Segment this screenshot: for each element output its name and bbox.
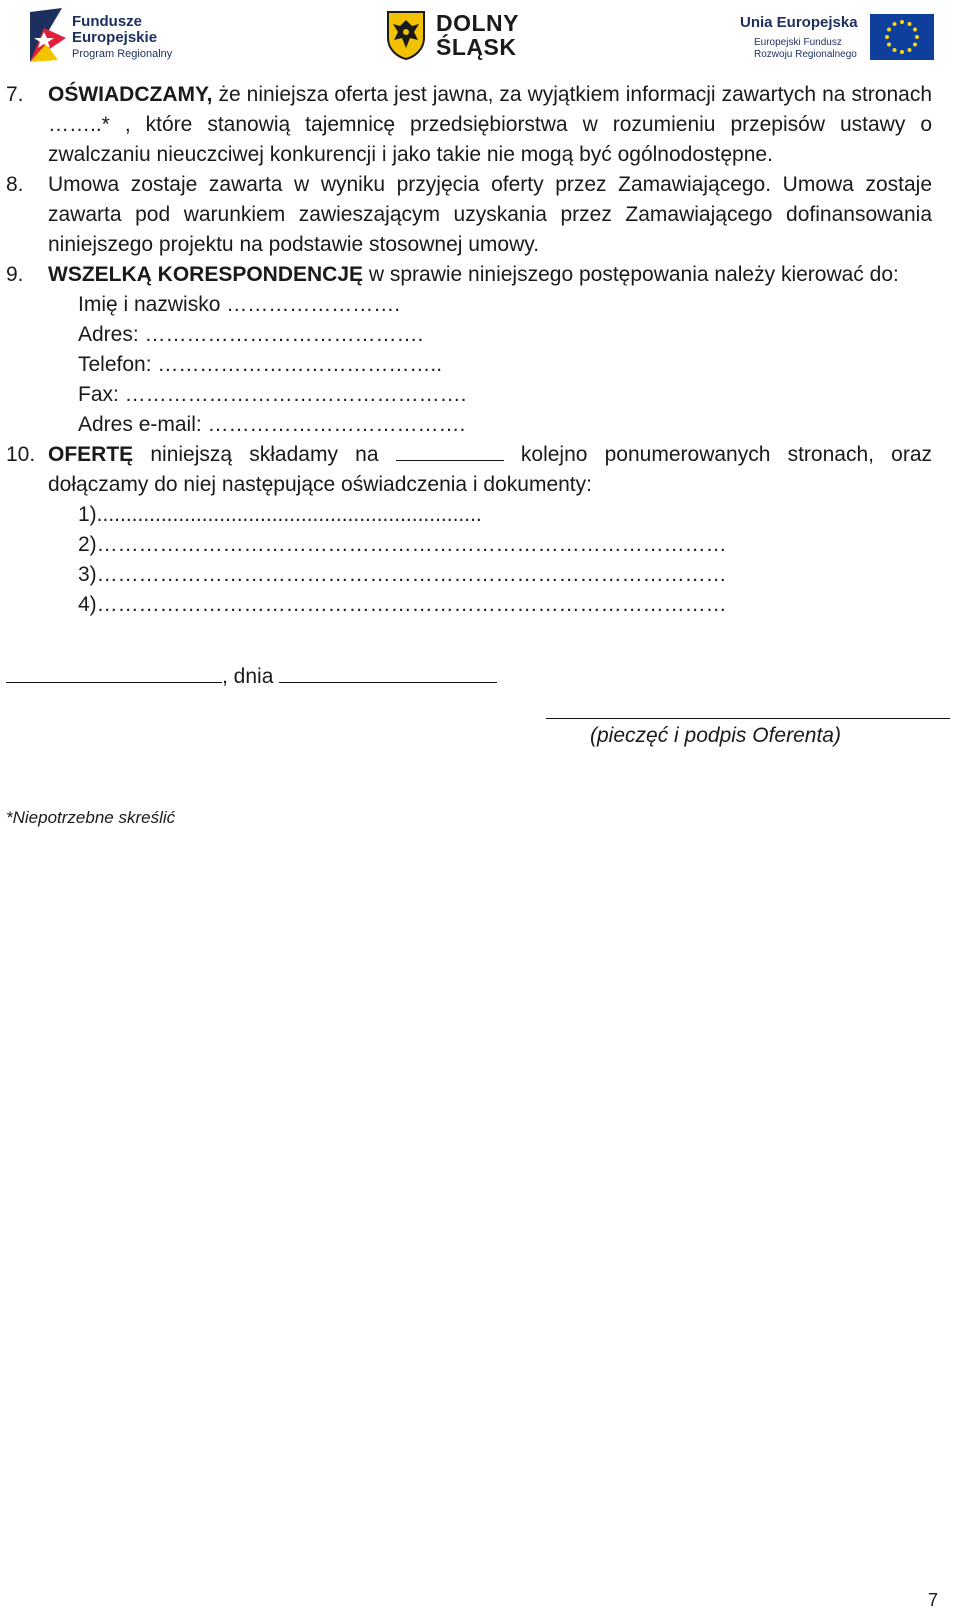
coat-of-arms-icon (386, 10, 426, 60)
item-number: 9. (6, 263, 24, 286)
item-keyword: WSZELKĄ KORESPONDENCJĘ (48, 263, 364, 286)
item-text: Umowa zostaje zawarta w wyniku przyjęcia oferty przez Zamawiającego. Umowa zostaje zawarta pod warunkiem zawieszającym uzyskania przez Zamawiającego dofinansowania niniejszego projektu na podstawie stosownej umowy. (48, 173, 932, 256)
contact-field-name: Imię i nazwisko ……………………. (78, 293, 401, 316)
page-number: 7 (927, 1590, 938, 1610)
item-text-b: kolejno ponumerowanych stronach, oraz dołączamy do niej następujące oświadczenia i dokumenty: (48, 443, 932, 496)
document-list-item: 4)……………………………………………………………………………… (78, 593, 727, 616)
fe-emblem-icon (28, 4, 68, 64)
item-keyword: OFERTĘ (48, 443, 134, 466)
contact-field-phone: Telefon: ………………………………….. (78, 353, 443, 376)
item-text-a: niniejszą składamy na (133, 443, 396, 466)
item-text: w sprawie niniejszego postępowania należy kierować do: (363, 263, 899, 286)
place-blank (6, 662, 222, 683)
eu-flag-icon (870, 14, 934, 60)
item-text: że niniejsza oferta jest jawna, za wyjątkiem informacji zawartych na stronach ……..* , które stanowią tajemnicę przedsiębiorstwa w rozumieniu przepisów ustawy o zwalczaniu nieuczciwej konkurencji i jako takie nie mogą być ogólnodostępne. (48, 83, 932, 166)
footnote: *Niepotrzebne skreślić (6, 808, 176, 827)
unia-europejska-logo (740, 10, 940, 66)
document-list-item: 1).................................................................. (78, 503, 482, 526)
fundusze-europejskie-logo (28, 4, 188, 66)
date-label: , dnia (222, 665, 274, 688)
fe-logo-line2: Europejskie (72, 29, 158, 46)
place-date-row (6, 662, 497, 689)
fe-logo-line1: Fundusze (72, 13, 142, 30)
ds-logo-line1: DOLNY (436, 10, 519, 36)
signature-line (546, 718, 950, 719)
signature-caption: (pieczęć i podpis Oferenta) (590, 724, 841, 747)
item-number: 10. (6, 443, 36, 466)
item-10 (0, 440, 960, 500)
ds-logo-line2: ŚLĄSK (436, 34, 517, 60)
dolny-slask-logo (386, 10, 536, 66)
item-7 (0, 80, 960, 170)
contact-field-email: Adres e-mail: ………………………………. (78, 413, 466, 436)
document-list-item: 2)……………………………………………………………………………… (78, 533, 727, 556)
document-list-item: 3)……………………………………………………………………………… (78, 563, 727, 586)
page-count-blank (396, 440, 504, 461)
contact-field-address: Adres: …………………………………. (78, 323, 424, 346)
item-number: 8. (6, 173, 24, 196)
date-blank (279, 662, 497, 683)
page-header (0, 0, 960, 72)
document-body (0, 80, 960, 620)
item-9 (0, 260, 960, 290)
item-8 (0, 170, 960, 260)
item-number: 7. (6, 83, 24, 106)
contact-field-fax: Fax: …………………………………………. (78, 383, 467, 406)
eu-logo-line1: Unia Europejska (740, 14, 858, 31)
fe-logo-line3: Program Regionalny (72, 48, 173, 60)
item-keyword: OŚWIADCZAMY, (48, 83, 213, 106)
eu-logo-line2: Europejski Fundusz (754, 37, 842, 48)
eu-logo-line3: Rozwoju Regionalnego (754, 49, 857, 60)
